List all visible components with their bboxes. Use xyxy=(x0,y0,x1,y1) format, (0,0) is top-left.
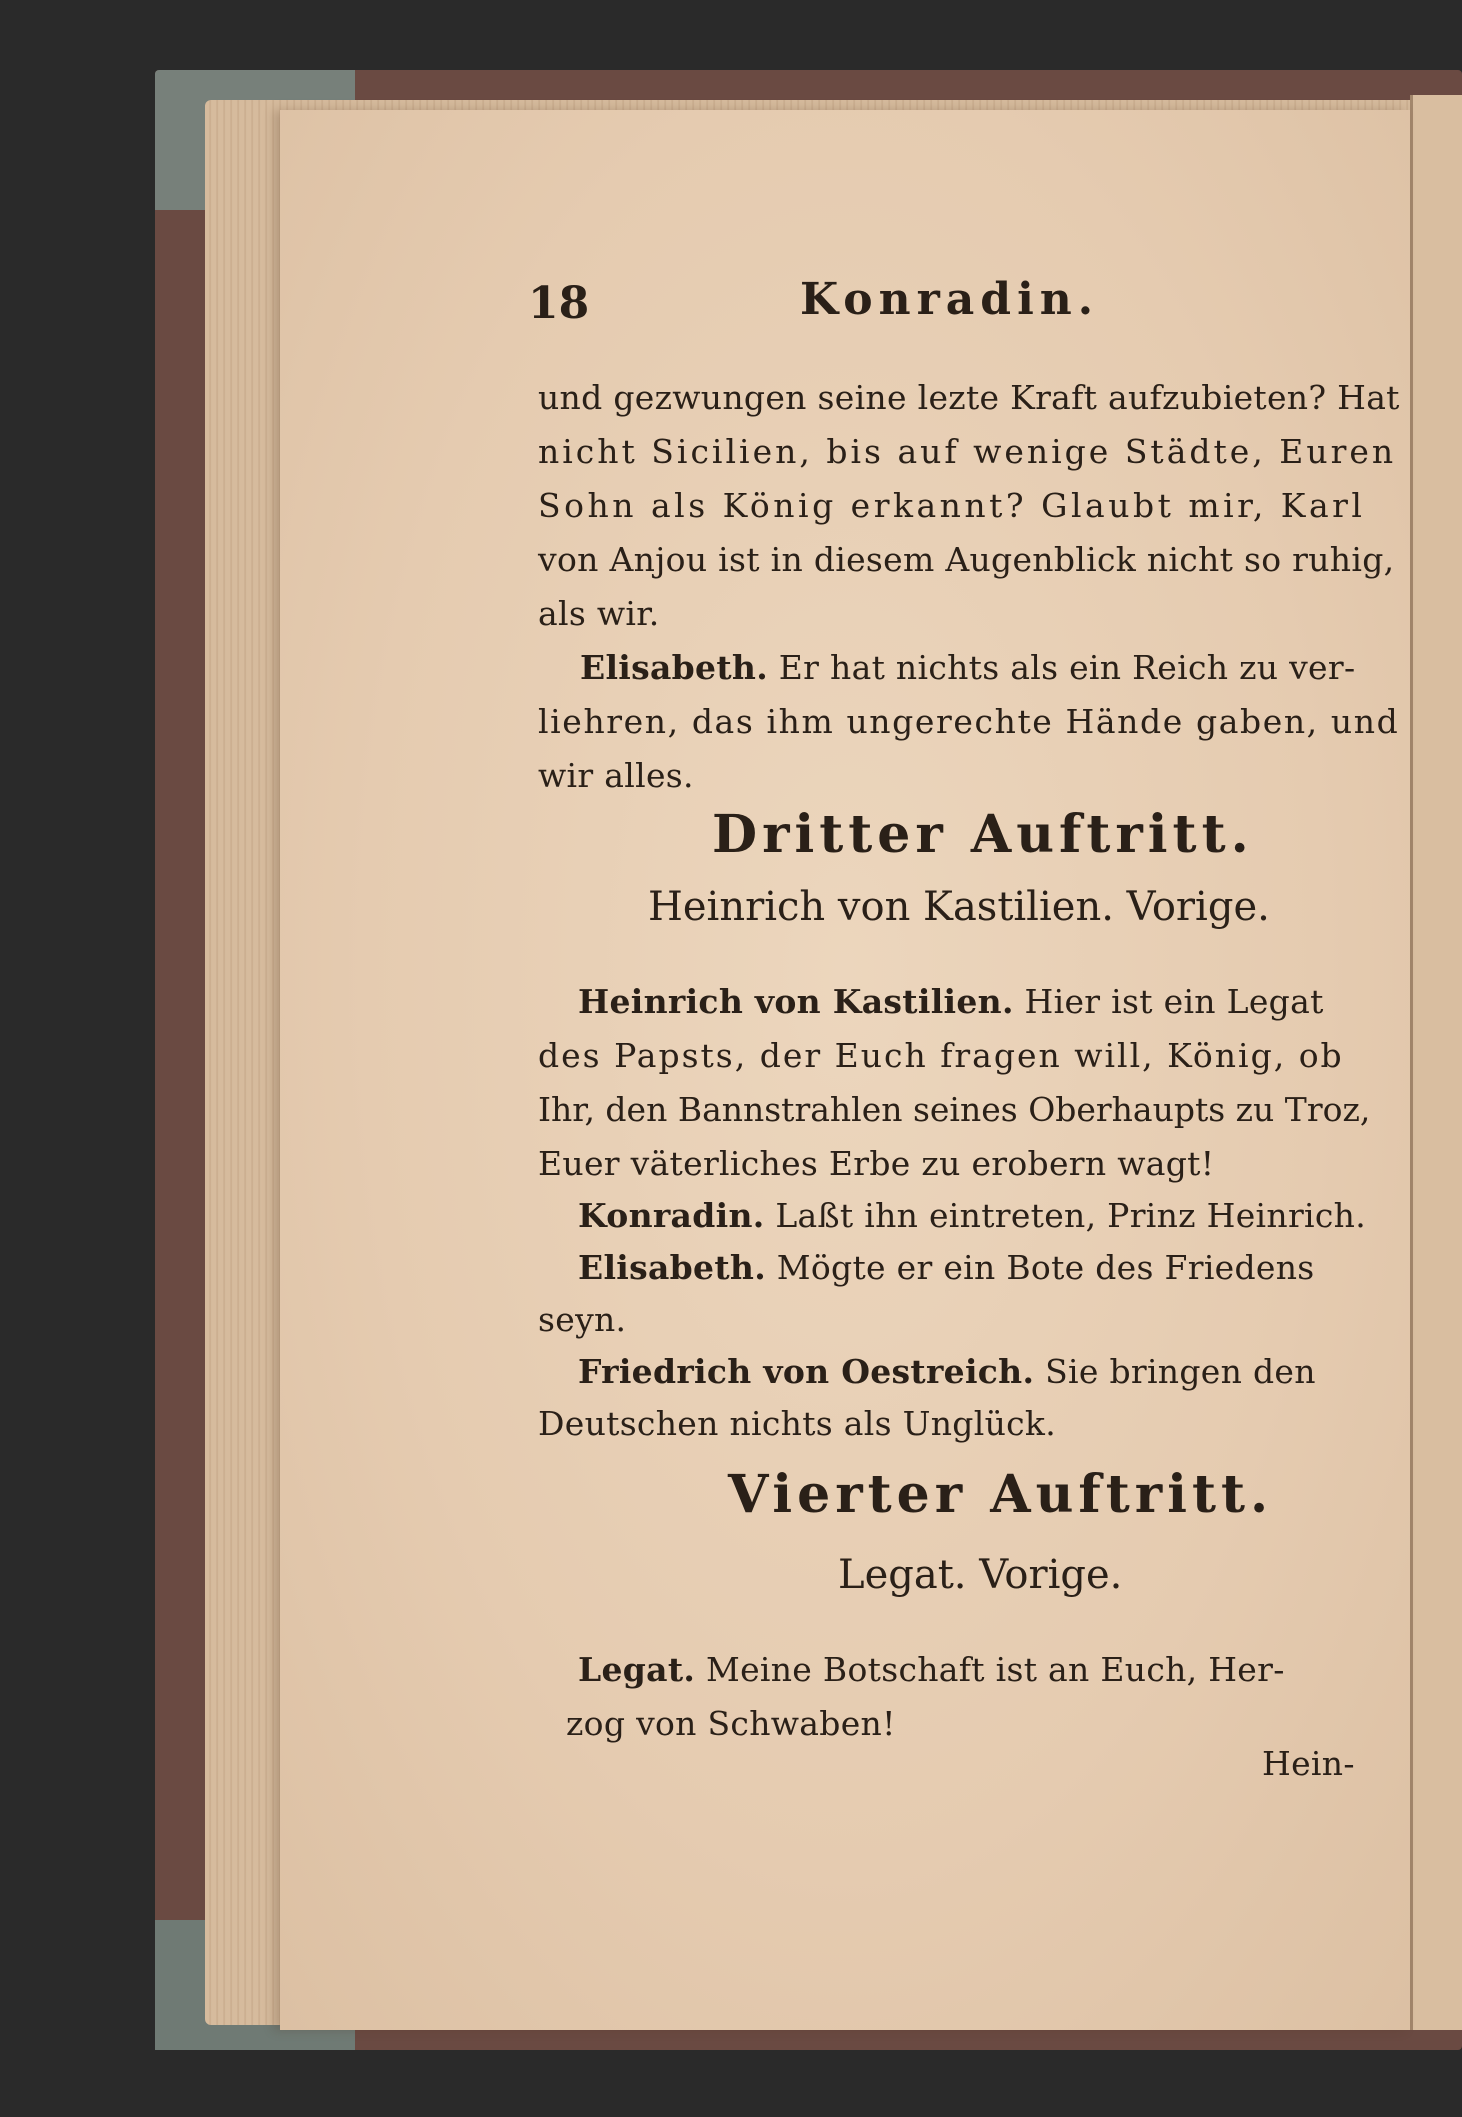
text-line: Sohn als König erkannt? Glaubt mir, Karl xyxy=(538,486,1366,525)
text-line xyxy=(578,1650,1285,1689)
speaker-name: Elisabeth. xyxy=(578,1248,766,1287)
speech-text: Laßt ihn eintreten, Prinz Heinrich. xyxy=(775,1196,1367,1235)
text-line xyxy=(578,1248,1315,1287)
scene-heading: Vierter Auftritt. xyxy=(728,1464,1274,1525)
text-line xyxy=(578,1196,1366,1235)
speaker-name: Elisabeth. xyxy=(580,648,768,687)
scene-cast: Legat. Vorige. xyxy=(838,1552,1123,1598)
text-line: zog von Schwaben! xyxy=(566,1704,896,1743)
text-line: von Anjou ist in diesem Augenblick nicht so ruhig, xyxy=(538,540,1395,579)
speaker-name: Konradin. xyxy=(578,1196,765,1235)
text-line: seyn. xyxy=(538,1300,627,1339)
running-title: Konradin. xyxy=(800,274,1100,325)
scene-cast: Heinrich von Kastilien. Vorige. xyxy=(648,884,1270,930)
speech-text: Meine Botschaft ist an Euch, Her- xyxy=(705,1650,1285,1689)
speech-text: Hier ist ein Legat xyxy=(1024,982,1324,1021)
speaker-name: Friedrich von Oestreich. xyxy=(578,1352,1035,1391)
text-line: nicht Sicilien, bis auf wenige Städte, Euren xyxy=(538,432,1397,471)
speech-text: Er hat nichts als ein Reich zu ver- xyxy=(778,648,1356,687)
text-line xyxy=(578,982,1324,1021)
text-line: wir alles. xyxy=(538,756,694,795)
catchword: Hein- xyxy=(1262,1744,1355,1783)
page-number: 18 xyxy=(528,278,590,329)
scene-heading: Dritter Auftritt. xyxy=(712,804,1254,865)
speech-text: Sie bringen den xyxy=(1045,1352,1316,1391)
text-line: Ihr, den Bannstrahlen seines Oberhaupts zu Troz, xyxy=(538,1090,1371,1129)
facing-page xyxy=(1410,95,1462,2030)
text-line: und gezwungen seine lezte Kraft aufzubieten? Hat xyxy=(538,378,1400,417)
text-line xyxy=(580,648,1355,687)
text-line: Euer väterliches Erbe zu erobern wagt! xyxy=(538,1144,1215,1183)
text-line: des Papsts, der Euch fragen will, König, ob xyxy=(538,1036,1344,1075)
text-line: Deutschen nichts als Unglück. xyxy=(538,1404,1056,1443)
text-line xyxy=(578,1352,1316,1391)
text-line: liehren, das ihm ungerechte Hände gaben, und xyxy=(538,702,1400,741)
speaker-name: Heinrich von Kastilien. xyxy=(578,982,1014,1021)
speech-text: Mögte er ein Bote des Friedens xyxy=(776,1248,1315,1287)
speaker-name: Legat. xyxy=(578,1650,696,1689)
text-line: als wir. xyxy=(538,594,660,633)
